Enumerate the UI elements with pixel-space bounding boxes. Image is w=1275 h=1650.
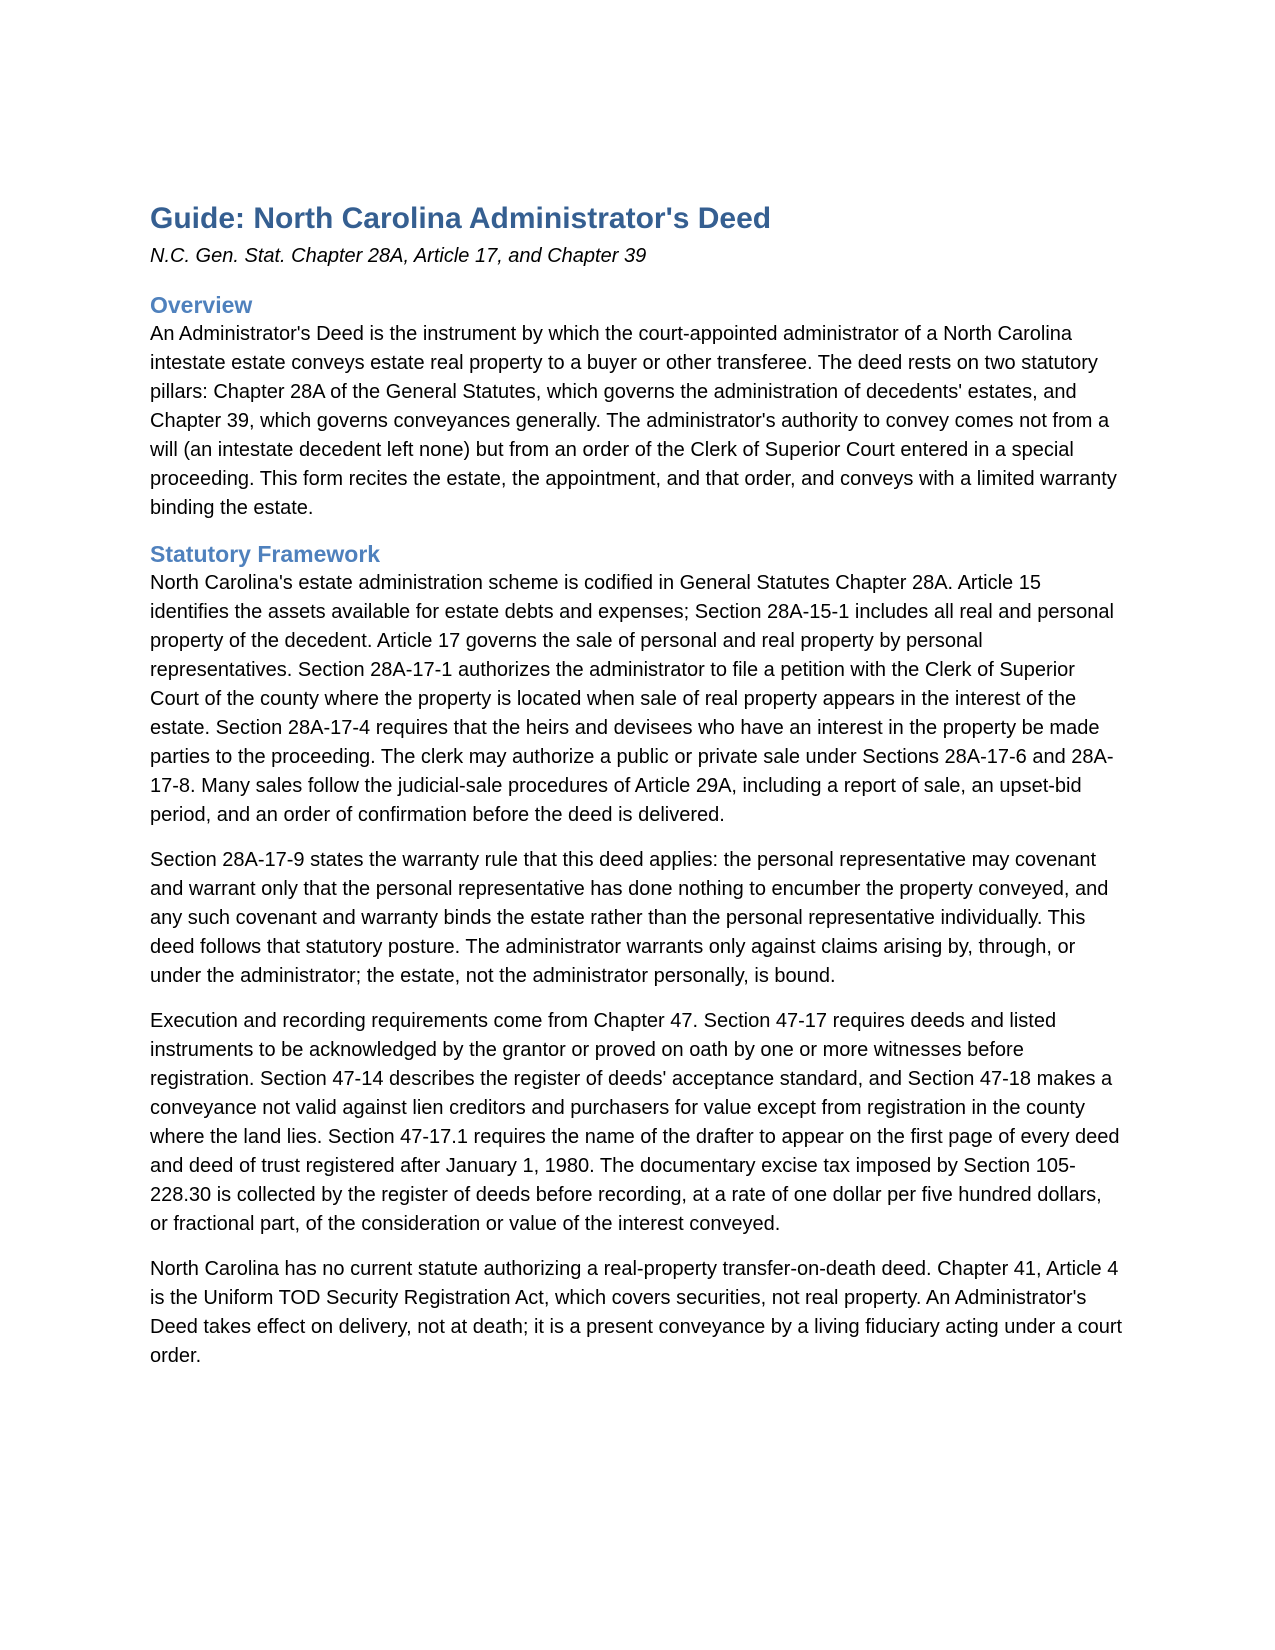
- statutory-framework-section: [150, 539, 1125, 1371]
- overview-paragraph: An Administrator's Deed is the instrument by which the court-appointed administrator of a North Carolina intestate estate conveys estate real property to a buyer or other transferee. The deed rests on two statutory pillars: Chapter 28A of the General Statutes, which governs the administration of decedents' estates, and Chapter 39, which governs conveyances generally. The administrator's authority to convey comes not from a will (an intestate decedent left none) but from an order of the Clerk of Superior Court entered in a special proceeding. This form recites the estate, the appointment, and that order, and conveys with a limited warranty binding the estate.: [150, 323, 1117, 519]
- framework-paragraph-2: Section 28A-17-9 states the warranty rule that this deed applies: the personal representative may covenant and warrant only that the personal representative has done nothing to encumber the property conveyed, and any such covenant and warranty binds the estate rather than the personal representative individually. This deed follows that statutory posture. The administrator warrants only against claims arising by, through, or under the administrator; the estate, not the administrator personally, is bound.: [150, 849, 1109, 987]
- document-title: Guide: North Carolina Administrator's Deed: [150, 202, 772, 235]
- document-subtitle: N.C. Gen. Stat. Chapter 28A, Article 17, and Chapter 39: [150, 245, 647, 267]
- framework-paragraph-4: North Carolina has no current statute authorizing a real-property transfer-on-death deed. Chapter 41, Article 4 is the Uniform TOD Security Registration Act, which covers securities, not real property. An Administrator's Deed takes effect on delivery, not at death; it is a present conveyance by a living fiduciary acting under a court order.: [150, 1258, 1123, 1367]
- document-page: [150, 196, 1125, 1371]
- framework-paragraph-3: Execution and recording requirements come from Chapter 47. Section 47-17 requires deeds and listed instruments to be acknowledged by the grantor or proved on oath by one or more witnesses before registration. Section 47-14 describes the register of deeds' acceptance standard, and Section 47-18 makes a conveyance not valid against lien creditors and purchasers for value except from registration in the county where the land lies. Section 47-17.1 requires the name of the drafter to appear on the first page of every deed and deed of trust registered after January 1, 1980. The documentary excise tax imposed by Section 105-228.30 is collected by the register of deeds before recording, at a rate of one dollar per five hundred dollars, or fractional part, of the consideration or value of the interest conveyed.: [150, 1010, 1120, 1235]
- overview-section: [150, 290, 1125, 523]
- statutory-framework-heading: Statutory Framework: [150, 541, 381, 567]
- framework-paragraph-1: North Carolina's estate administration scheme is codified in General Statutes Chapter 28A. Article 15 identifies the assets available for estate debts and expenses; Section 28A-15-1 includes all real and personal property of the decedent. Article 17 governs the sale of personal and real property by personal representatives. Section 28A-17-1 authorizes the administrator to file a petition with the Clerk of Superior Court of the county where the property is located when sale of real property appears in the interest of the estate. Section 28A-17-4 requires that the heirs and devisees who have an interest in the property be made parties to the proceeding. The clerk may authorize a public or private sale under Sections 28A-17-6 and 28A-17-8. Many sales follow the judicial-sale procedures of Article 29A, including a report of sale, an upset-bid period, and an order of confirmation before the deed is delivered.: [150, 572, 1114, 826]
- overview-heading: Overview: [150, 292, 253, 318]
